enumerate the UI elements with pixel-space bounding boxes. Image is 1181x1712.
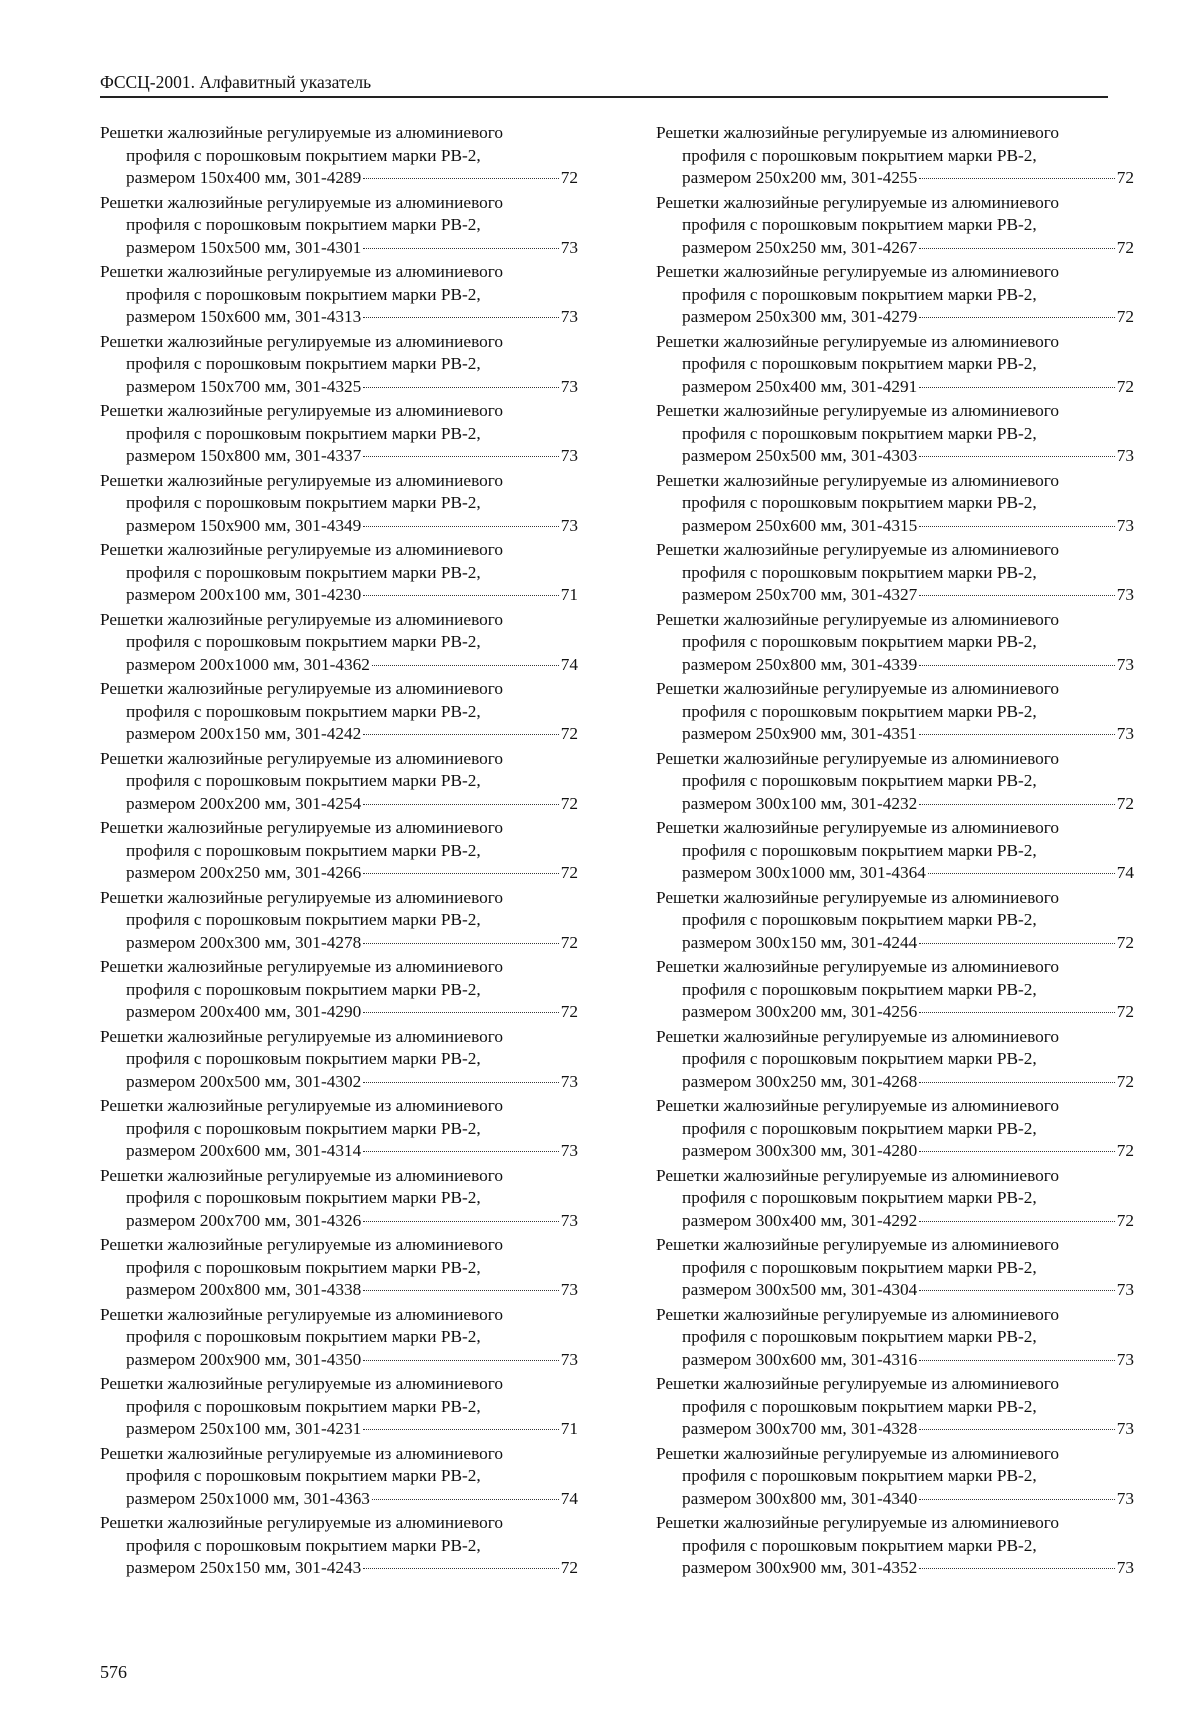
entry-subtitle-line: профиля с порошковым покрытием марки РВ-2, [682, 632, 1037, 652]
dot-leader [363, 1568, 558, 1569]
index-column-left [100, 122, 578, 1582]
index-column-right [656, 122, 1134, 1582]
entry-size-code: размером 300х400 мм, 301-4292 [682, 1210, 918, 1230]
entry-size-line [100, 654, 578, 677]
entry-size-code: размером 250х300 мм, 301-4279 [682, 307, 918, 327]
entry-title-line: Решетки жалюзийные регулируемые из алюминиевого [656, 1374, 1060, 1393]
index-entry [100, 122, 578, 192]
entry-size-code: размером 200х200 мм, 301-4254 [126, 793, 362, 813]
entry-size-line [100, 584, 578, 607]
page-header [100, 68, 1108, 98]
dot-leader [363, 456, 558, 457]
page-number: 576 [100, 1662, 127, 1682]
index-entry [100, 1512, 578, 1582]
entry-title-line: Решетки жалюзийные регулируемые из алюминиевого [100, 679, 504, 698]
entry-size-code: размером 200х1000 мм, 301-4362 [126, 654, 370, 674]
index-entry [656, 1304, 1134, 1374]
index-entry [656, 817, 1134, 887]
entry-page-number: 73 [560, 1349, 578, 1369]
entry-subtitle-line: профиля с порошковым покрытием марки РВ-2, [126, 979, 481, 999]
entry-size-line [100, 1349, 578, 1372]
entry-title-line: Решетки жалюзийные регулируемые из алюминиевого [656, 1443, 1060, 1463]
entry-page-number: 73 [1116, 654, 1134, 674]
entry-subtitle-line: профиля с порошковым покрытием марки РВ-2, [126, 1188, 481, 1208]
entry-subtitle-line: профиля с порошковым покрытием марки РВ-2, [126, 1466, 481, 1486]
entry-size-code: размером 200х150 мм, 301-4242 [126, 724, 362, 744]
entry-page-number: 72 [1116, 932, 1134, 952]
entry-subtitle-line: профиля с порошковым покрытием марки РВ-2, [126, 771, 481, 791]
entry-size-code: размером 300х100 мм, 301-4232 [682, 793, 918, 813]
entry-subtitle-line: профиля с порошковым покрытием марки РВ-2, [126, 423, 481, 443]
entry-size-code: размером 150х900 мм, 301-4349 [126, 515, 362, 535]
entry-title-line: Решетки жалюзийные регулируемые из алюминиевого [100, 331, 504, 351]
entry-title-line: Решетки жалюзийные регулируемые из алюминиевого [100, 1304, 504, 1324]
entry-page-number: 72 [1116, 307, 1134, 327]
entry-size-line [656, 1140, 1134, 1163]
entry-size-code: размером 300х200 мм, 301-4256 [682, 1002, 918, 1022]
dot-leader [363, 1290, 558, 1291]
entry-title-line: Решетки жалюзийные регулируемые из алюминиевого [656, 331, 1060, 351]
entry-subtitle-line: профиля с порошковым покрытием марки РВ-2, [682, 215, 1037, 235]
entry-size-line [656, 1349, 1134, 1372]
entry-subtitle-line: профиля с порошковым покрытием марки РВ-2, [126, 145, 481, 165]
entry-page-number: 73 [560, 1280, 578, 1300]
entry-subtitle-line: профиля с порошковым покрытием марки РВ-2, [126, 354, 481, 374]
index-entry [100, 1095, 578, 1165]
entry-page-number: 73 [1116, 446, 1134, 466]
entry-size-line [656, 445, 1134, 468]
dot-leader [919, 595, 1114, 596]
dot-leader [363, 595, 558, 596]
entry-subtitle-line: профиля с порошковым покрытием марки РВ-2, [682, 1466, 1037, 1486]
entry-page-number: 73 [560, 1141, 578, 1161]
dot-leader [919, 1429, 1114, 1430]
entry-size-code: размером 250х500 мм, 301-4303 [682, 446, 918, 466]
entry-size-line [100, 793, 578, 816]
entry-title-line: Решетки жалюзийные регулируемые из алюминиевого [656, 679, 1060, 698]
index-entry [100, 192, 578, 262]
entry-size-code: размером 200х700 мм, 301-4326 [126, 1210, 362, 1230]
entry-page-number: 71 [560, 1419, 578, 1439]
entry-subtitle-line: профиля с порошковым покрытием марки РВ-2, [126, 701, 481, 721]
entry-size-line [100, 445, 578, 468]
entry-page-number: 73 [1116, 1280, 1134, 1300]
index-entry [656, 400, 1134, 470]
entry-size-line [656, 1488, 1134, 1511]
entry-subtitle-line: профиля с порошковым покрытием марки РВ-2, [682, 979, 1037, 999]
entry-page-number: 73 [560, 376, 578, 396]
entry-title-line: Решетки жалюзийные регулируемые из алюминиевого [656, 262, 1060, 281]
entry-size-line [656, 1210, 1134, 1233]
entry-size-code: размером 250х900 мм, 301-4351 [682, 724, 918, 744]
entry-subtitle-line: профиля с порошковым покрытием марки РВ-2, [126, 1049, 481, 1069]
index-entry [656, 1512, 1134, 1582]
entry-page-number: 72 [560, 1558, 578, 1578]
entry-page-number: 74 [560, 654, 578, 674]
entry-subtitle-line: профиля с порошковым покрытием марки РВ-2, [682, 1118, 1037, 1138]
index-entry [656, 1165, 1134, 1235]
entry-page-number: 72 [560, 863, 578, 883]
entry-title-line: Решетки жалюзийные регулируемые из алюминиевого [656, 401, 1060, 420]
entry-title-line: Решетки жалюзийные регулируемые из алюминиевого [656, 1513, 1060, 1532]
entry-size-line [100, 1488, 578, 1511]
entry-size-line [100, 167, 578, 190]
entry-title-line: Решетки жалюзийные регулируемые из алюминиевого [100, 540, 504, 559]
entry-title-line: Решетки жалюзийные регулируемые из алюминиевого [100, 470, 504, 490]
entry-subtitle-line: профиля с порошковым покрытием марки РВ-2, [126, 562, 481, 582]
dot-leader [919, 1082, 1114, 1083]
entry-title-line: Решетки жалюзийные регулируемые из алюминиевого [100, 748, 504, 768]
index-entry [100, 261, 578, 331]
entry-title-line: Решетки жалюзийные регулируемые из алюминиевого [100, 1513, 504, 1532]
dot-leader [919, 1221, 1114, 1222]
entry-page-number: 74 [560, 1488, 578, 1508]
dot-leader [919, 317, 1114, 318]
index-entry [100, 956, 578, 1026]
index-entry [656, 748, 1134, 818]
entry-title-line: Решетки жалюзийные регулируемые из алюминиевого [656, 1235, 1060, 1254]
entry-page-number: 73 [1116, 1349, 1134, 1369]
dot-leader [372, 1499, 559, 1500]
entry-subtitle-line: профиля с порошковым покрытием марки РВ-2, [682, 1396, 1037, 1416]
entry-page-number: 71 [560, 585, 578, 605]
entry-title-line: Решетки жалюзийные регулируемые из алюминиевого [656, 540, 1060, 559]
entry-size-code: размером 300х150 мм, 301-4244 [682, 932, 918, 952]
dot-leader [919, 1499, 1114, 1500]
entry-page-number: 72 [1116, 168, 1134, 188]
entry-page-number: 74 [1116, 863, 1134, 883]
entry-title-line: Решетки жалюзийные регулируемые из алюминиевого [656, 887, 1060, 907]
entry-size-code: размером 200х400 мм, 301-4290 [126, 1002, 362, 1022]
index-entry [100, 331, 578, 401]
entry-subtitle-line: профиля с порошковым покрытием марки РВ-2, [126, 1327, 481, 1347]
entry-page-number: 73 [560, 446, 578, 466]
entry-size-code: размером 200х500 мм, 301-4302 [126, 1071, 362, 1091]
entry-page-number: 72 [1116, 1002, 1134, 1022]
dot-leader [919, 943, 1114, 944]
entry-subtitle-line: профиля с порошковым покрытием марки РВ-2, [682, 354, 1037, 374]
index-entry [656, 470, 1134, 540]
entry-size-line [656, 723, 1134, 746]
index-entry [656, 1373, 1134, 1443]
index-entry [656, 1443, 1134, 1513]
dot-leader [363, 943, 558, 944]
dot-leader [919, 1151, 1114, 1152]
entry-title-line: Решетки жалюзийные регулируемые из алюминиевого [656, 609, 1060, 629]
entry-size-code: размером 250х1000 мм, 301-4363 [126, 1488, 370, 1508]
entry-title-line: Решетки жалюзийные регулируемые из алюминиевого [100, 1026, 504, 1046]
dot-leader [919, 804, 1114, 805]
entry-size-code: размером 250х400 мм, 301-4291 [682, 376, 918, 396]
entry-size-line [100, 376, 578, 399]
dot-leader [919, 665, 1114, 666]
entry-size-code: размером 150х800 мм, 301-4337 [126, 446, 362, 466]
entry-size-line [100, 1210, 578, 1233]
entry-size-code: размером 250х250 мм, 301-4267 [682, 237, 918, 257]
index-entry [100, 1304, 578, 1374]
entry-size-line [656, 1279, 1134, 1302]
index-entry [100, 470, 578, 540]
entry-size-line [100, 515, 578, 538]
entry-size-code: размером 150х500 мм, 301-4301 [126, 237, 362, 257]
entry-size-code: размером 250х200 мм, 301-4255 [682, 168, 918, 188]
entry-size-code: размером 300х500 мм, 301-4304 [682, 1280, 918, 1300]
entry-size-line [100, 723, 578, 746]
entry-title-line: Решетки жалюзийные регулируемые из алюминиевого [100, 609, 504, 629]
entry-subtitle-line: профиля с порошковым покрытием марки РВ-2, [682, 493, 1037, 513]
entry-size-code: размером 250х700 мм, 301-4327 [682, 585, 918, 605]
entry-subtitle-line: профиля с порошковым покрытием марки РВ-2, [126, 632, 481, 652]
index-entry [656, 331, 1134, 401]
dot-leader [363, 1429, 558, 1430]
dot-leader [919, 1290, 1114, 1291]
dot-leader [363, 873, 558, 874]
dot-leader [919, 1568, 1114, 1569]
entry-subtitle-line: профиля с порошковым покрытием марки РВ-2, [682, 701, 1037, 721]
entry-size-code: размером 200х250 мм, 301-4266 [126, 863, 362, 883]
dot-leader [363, 1221, 558, 1222]
dot-leader [919, 1012, 1114, 1013]
entry-size-line [656, 167, 1134, 190]
entry-subtitle-line: профиля с порошковым покрытием марки РВ-2, [682, 284, 1037, 304]
dot-leader [363, 526, 558, 527]
dot-leader [363, 387, 558, 388]
index-entry [656, 956, 1134, 1026]
entry-title-line: Решетки жалюзийные регулируемые из алюминиевого [656, 192, 1060, 212]
dot-leader [363, 1082, 558, 1083]
dot-leader [919, 387, 1114, 388]
entry-subtitle-line: профиля с порошковым покрытием марки РВ-2, [682, 562, 1037, 582]
entry-size-code: размером 150х400 мм, 301-4289 [126, 168, 362, 188]
index-entry [100, 1373, 578, 1443]
dot-leader [363, 1151, 558, 1152]
index-entry [100, 678, 578, 748]
entry-page-number: 72 [560, 932, 578, 952]
dot-leader [919, 456, 1114, 457]
entry-size-line [100, 1557, 578, 1580]
entry-subtitle-line: профиля с порошковым покрытием марки РВ-2, [682, 423, 1037, 443]
entry-title-line: Решетки жалюзийные регулируемые из алюминиевого [656, 470, 1060, 490]
entry-page-number: 73 [1116, 724, 1134, 744]
dot-leader [363, 178, 558, 179]
index-entry [100, 1234, 578, 1304]
index-entry [100, 539, 578, 609]
index-entry [656, 1234, 1134, 1304]
entry-size-code: размером 250х150 мм, 301-4243 [126, 1558, 362, 1578]
entry-subtitle-line: профиля с порошковым покрытием марки РВ-2, [126, 284, 481, 304]
entry-size-line [656, 1418, 1134, 1441]
index-entry [656, 887, 1134, 957]
entry-subtitle-line: профиля с порошковым покрытием марки РВ-2, [126, 910, 481, 930]
entry-title-line: Решетки жалюзийные регулируемые из алюминиевого [656, 1026, 1060, 1046]
index-entry [656, 192, 1134, 262]
entry-size-code: размером 300х300 мм, 301-4280 [682, 1141, 918, 1161]
entry-title-line: Решетки жалюзийные регулируемые из алюминиевого [656, 818, 1060, 837]
entry-size-line [656, 932, 1134, 955]
entry-size-line [656, 306, 1134, 329]
entry-page-number: 73 [1116, 1419, 1134, 1439]
entry-page-number: 73 [560, 237, 578, 257]
entry-size-line [100, 1418, 578, 1441]
dot-leader [363, 734, 558, 735]
entry-page-number: 72 [1116, 793, 1134, 813]
entry-title-line: Решетки жалюзийные регулируемые из алюминиевого [656, 1304, 1060, 1324]
entry-size-line [100, 1140, 578, 1163]
entry-page-number: 73 [1116, 515, 1134, 535]
entry-size-line [656, 862, 1134, 885]
entry-title-line: Решетки жалюзийные регулируемые из алюминиевого [100, 887, 504, 907]
entry-subtitle-line: профиля с порошковым покрытием марки РВ-2, [682, 1327, 1037, 1347]
page-header-title: ФССЦ-2001. Алфавитный указатель [100, 72, 372, 92]
entry-title-line: Решетки жалюзийные регулируемые из алюминиевого [656, 748, 1060, 768]
entry-subtitle-line: профиля с порошковым покрытием марки РВ-2, [682, 1257, 1037, 1277]
index-entry [100, 887, 578, 957]
entry-size-code: размером 250х600 мм, 301-4315 [682, 515, 918, 535]
entry-size-code: размером 250х800 мм, 301-4339 [682, 654, 918, 674]
entry-title-line: Решетки жалюзийные регулируемые из алюминиевого [100, 818, 504, 837]
entry-page-number: 72 [1116, 1141, 1134, 1161]
entry-title-line: Решетки жалюзийные регулируемые из алюминиевого [656, 1096, 1060, 1115]
entry-title-line: Решетки жалюзийные регулируемые из алюминиевого [100, 1374, 504, 1393]
entry-page-number: 72 [560, 724, 578, 744]
entry-subtitle-line: профиля с порошковым покрытием марки РВ-2, [126, 1535, 481, 1555]
dot-leader [919, 526, 1114, 527]
dot-leader [363, 1012, 558, 1013]
entry-subtitle-line: профиля с порошковым покрытием марки РВ-2, [682, 910, 1037, 930]
entry-size-line [656, 584, 1134, 607]
entry-size-code: размером 200х100 мм, 301-4230 [126, 585, 362, 605]
index-entry [100, 400, 578, 470]
entry-size-code: размером 200х600 мм, 301-4314 [126, 1141, 362, 1161]
entry-size-line [656, 376, 1134, 399]
index-entry [100, 817, 578, 887]
index-entry [100, 1443, 578, 1513]
index-entry [656, 678, 1134, 748]
entry-size-code: размером 300х700 мм, 301-4328 [682, 1419, 918, 1439]
entry-size-line [656, 515, 1134, 538]
entry-subtitle-line: профиля с порошковым покрытием марки РВ-2, [682, 1188, 1037, 1208]
entry-size-line [100, 1071, 578, 1094]
dot-leader [919, 248, 1114, 249]
entry-title-line: Решетки жалюзийные регулируемые из алюминиевого [100, 1235, 504, 1254]
dot-leader [372, 665, 559, 666]
entry-size-line [656, 1001, 1134, 1024]
entry-size-line [100, 862, 578, 885]
entry-page-number: 73 [1116, 1488, 1134, 1508]
entry-title-line: Решетки жалюзийные регулируемые из алюминиевого [656, 123, 1060, 142]
index-entry [100, 748, 578, 818]
entry-size-code: размером 300х800 мм, 301-4340 [682, 1488, 918, 1508]
entry-title-line: Решетки жалюзийные регулируемые из алюминиевого [100, 957, 504, 976]
index-entry [100, 1026, 578, 1096]
entry-size-code: размером 300х900 мм, 301-4352 [682, 1558, 918, 1578]
entry-page-number: 73 [560, 515, 578, 535]
index-entry [656, 261, 1134, 331]
entry-subtitle-line: профиля с порошковым покрытием марки РВ-2, [682, 1535, 1037, 1555]
entry-subtitle-line: профиля с порошковым покрытием марки РВ-2, [682, 145, 1037, 165]
entry-page-number: 72 [1116, 237, 1134, 257]
entry-size-line [656, 1071, 1134, 1094]
index-entry [656, 609, 1134, 679]
entry-page-number: 73 [1116, 585, 1134, 605]
dot-leader [928, 873, 1115, 874]
entry-size-code: размером 300х250 мм, 301-4268 [682, 1071, 918, 1091]
entry-size-line [100, 237, 578, 260]
entry-size-line [100, 306, 578, 329]
dot-leader [919, 178, 1114, 179]
entry-size-code: размером 150х600 мм, 301-4313 [126, 307, 362, 327]
entry-page-number: 72 [1116, 1210, 1134, 1230]
dot-leader [363, 248, 558, 249]
entry-subtitle-line: профиля с порошковым покрытием марки РВ-2, [126, 1257, 481, 1277]
entry-subtitle-line: профиля с порошковым покрытием марки РВ-2, [126, 1118, 481, 1138]
entry-size-code: размером 300х600 мм, 301-4316 [682, 1349, 918, 1369]
entry-page-number: 73 [560, 1071, 578, 1091]
entry-size-line [100, 1279, 578, 1302]
entry-page-number: 73 [560, 307, 578, 327]
entry-page-number: 73 [1116, 1558, 1134, 1578]
entry-title-line: Решетки жалюзийные регулируемые из алюминиевого [100, 1096, 504, 1115]
entry-page-number: 72 [1116, 1071, 1134, 1091]
entry-title-line: Решетки жалюзийные регулируемые из алюминиевого [656, 957, 1060, 976]
entry-page-number: 72 [560, 793, 578, 813]
entry-size-line [100, 932, 578, 955]
entry-size-line [656, 654, 1134, 677]
entry-title-line: Решетки жалюзийные регулируемые из алюминиевого [100, 262, 504, 281]
entry-size-code: размером 200х900 мм, 301-4350 [126, 1349, 362, 1369]
entry-title-line: Решетки жалюзийные регулируемые из алюминиевого [100, 192, 504, 212]
index-entry [656, 539, 1134, 609]
dot-leader [363, 317, 558, 318]
entry-page-number: 72 [560, 1002, 578, 1022]
entry-page-number: 72 [560, 168, 578, 188]
entry-subtitle-line: профиля с порошковым покрытием марки РВ-2, [682, 1049, 1037, 1069]
dot-leader [919, 1360, 1114, 1361]
entry-title-line: Решетки жалюзийные регулируемые из алюминиевого [656, 1165, 1060, 1185]
dot-leader [919, 734, 1114, 735]
index-entry [656, 1095, 1134, 1165]
entry-size-line [656, 237, 1134, 260]
entry-size-code: размером 250х100 мм, 301-4231 [126, 1419, 362, 1439]
entry-size-code: размером 150х700 мм, 301-4325 [126, 376, 362, 396]
entry-page-number: 72 [1116, 376, 1134, 396]
entry-title-line: Решетки жалюзийные регулируемые из алюминиевого [100, 1165, 504, 1185]
entry-size-line [656, 1557, 1134, 1580]
entry-title-line: Решетки жалюзийные регулируемые из алюминиевого [100, 401, 504, 420]
entry-subtitle-line: профиля с порошковым покрытием марки РВ-2, [126, 493, 481, 513]
index-entry [100, 1165, 578, 1235]
entry-size-line [100, 1001, 578, 1024]
entry-size-code: размером 300х1000 мм, 301-4364 [682, 863, 926, 883]
entry-title-line: Решетки жалюзийные регулируемые из алюминиевого [100, 1443, 504, 1463]
entry-size-code: размером 200х800 мм, 301-4338 [126, 1280, 362, 1300]
entry-subtitle-line: профиля с порошковым покрытием марки РВ-2, [682, 840, 1037, 860]
dot-leader [363, 1360, 558, 1361]
dot-leader [363, 804, 558, 805]
entry-title-line: Решетки жалюзийные регулируемые из алюминиевого [100, 123, 504, 142]
index-entry [656, 1026, 1134, 1096]
entry-page-number: 73 [560, 1210, 578, 1230]
entry-subtitle-line: профиля с порошковым покрытием марки РВ-2, [126, 840, 481, 860]
index-entry [100, 609, 578, 679]
entry-subtitle-line: профиля с порошковым покрытием марки РВ-2, [126, 1396, 481, 1416]
entry-subtitle-line: профиля с порошковым покрытием марки РВ-2, [682, 771, 1037, 791]
entry-size-line [656, 793, 1134, 816]
entry-subtitle-line: профиля с порошковым покрытием марки РВ-2, [126, 215, 481, 235]
index-entry [656, 122, 1134, 192]
entry-size-code: размером 200х300 мм, 301-4278 [126, 932, 362, 952]
